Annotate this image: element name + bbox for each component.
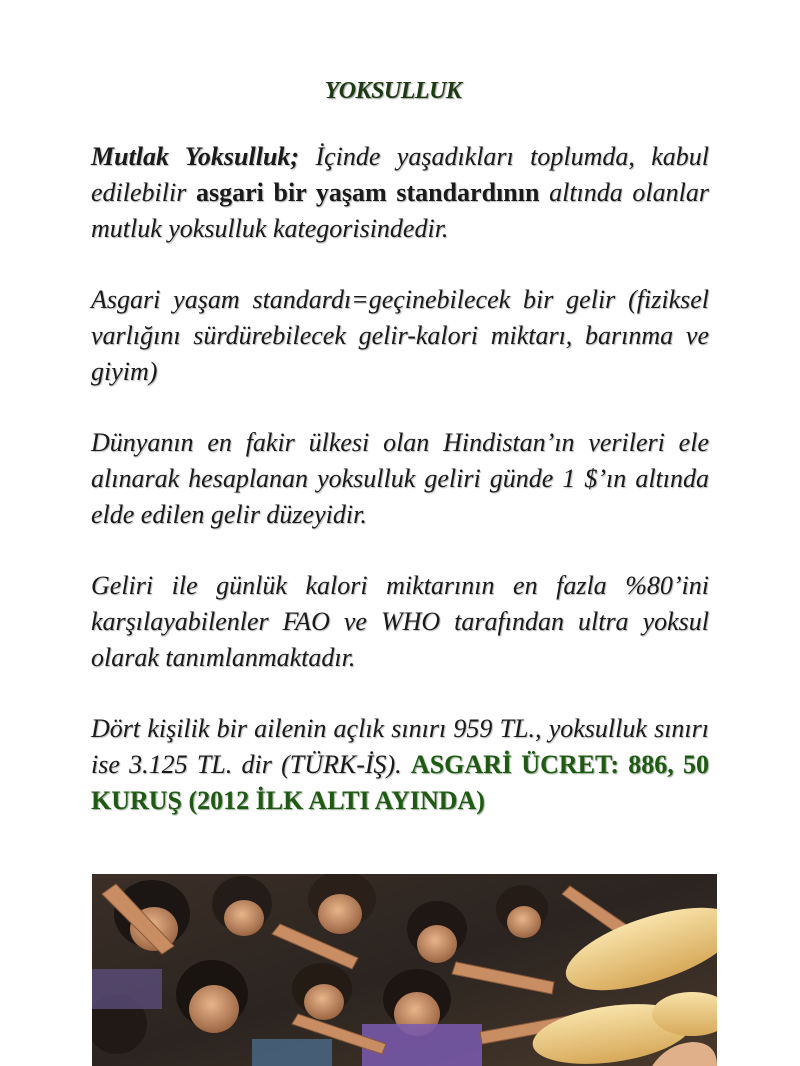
paragraph1-text-b: altında olanlar mutluk yoksulluk kategorisindedir. [91, 178, 709, 243]
paragraph-minimum-standard: Asgari yaşam standardı=geçinebilecek bir gelir (fiziksel varlığını sürdürebilecek gelir-kalori miktarı, barınma ve giyim) [91, 285, 709, 386]
clothing-patch-blue [252, 1039, 332, 1066]
paragraph-hunger-line [91, 711, 709, 819]
photo-illustration [92, 874, 717, 1066]
crowd-reaching-for-bread-photo [92, 874, 717, 1066]
paragraph-india-data: Dünyanın en fakir ülkesi olan Hindistan’ın verileri ele alınarak hesaplanan yoksulluk geliri günde 1 $’ın altında elde edilen gelir düzeyidir. [91, 428, 709, 529]
page-title: YOKSULLUK [324, 78, 462, 104]
clothing-patch [92, 969, 162, 1009]
paragraph-ultra-poor: Geliri ile günlük kalori miktarının en fazla %80’ini karşılayabilenler FAO ve WHO tarafından ultra yoksul olarak tanımlanmaktadır. [91, 571, 709, 672]
paragraph-absolute-poverty [91, 139, 709, 247]
emphasis-minimum-standard: asgari bir yaşam standardının [195, 178, 540, 207]
term-absolute-poverty: Mutlak Yoksulluk; [91, 142, 300, 171]
paragraph5-text: Dört kişilik bir ailenin açlık sınırı 959 TL., yoksulluk sınırı ise 3.125 TL. dir (TÜRK-İŞ). [91, 714, 709, 779]
minimum-wage-highlight: ASGARİ ÜCRET: 886, 50 KURUŞ (2012 İLK ALTI AYINDA) [91, 750, 709, 815]
paragraph1-text-a: İçinde yaşadıkları toplumda, kabul edilebilir [91, 142, 710, 207]
document-body [91, 139, 709, 819]
